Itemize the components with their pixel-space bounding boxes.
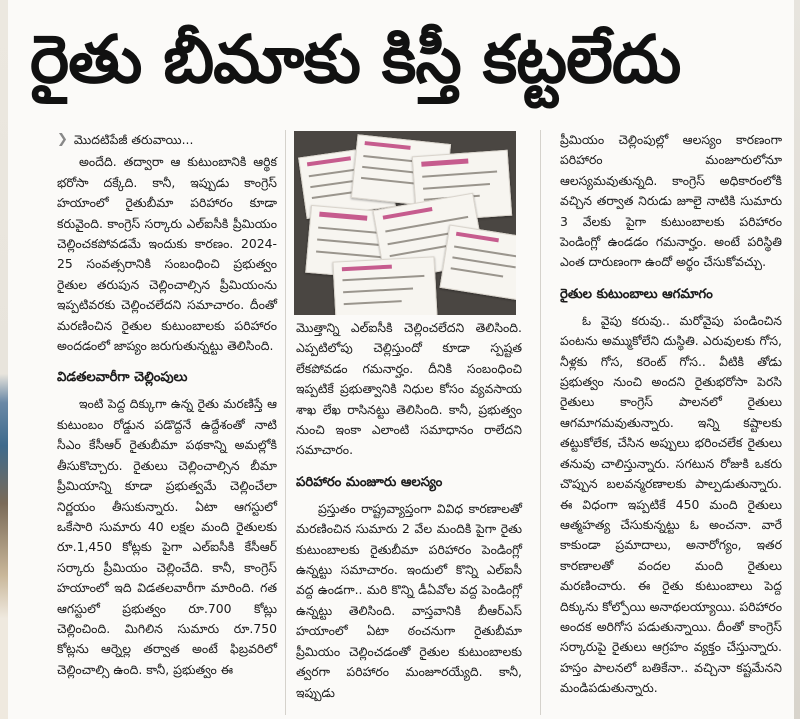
adjacent-page-strip-left [0, 0, 8, 719]
kicker-text: మొదటిపేజీ తరువాయి... [73, 132, 194, 147]
column-divider [285, 130, 286, 715]
article-photo [294, 131, 516, 315]
column-divider [540, 130, 541, 715]
paragraph: ఓ వైపు కరువు.. మరోవైపు పండించిన పంటను అమ్ముకోలేని దుస్థితి. ఎరువులకు గోస, నీళ్లకు గోస, కరెంట్ గోస.. వీటికి తోడు ప్రభుత్వం నుంచి అందని రైతుభరోసా పెరసి రైతులు కాంగ్రెస్ పాలనలో రైతులు ఆగమాగమవుతున్నారు. ఇన్ని కష్టాలకు తట్టుకోలేక, చేసిన అప్పులు భరించలేక రైతులు తనువు చాలిస్తున్నారు. సగటున రోజుకి ఒకరు చొప్పున బలవన్మరణాలకు పాల్పడుతున్నారు. ఈ విధంగా ఇప్పటికే 450 మంది రైతులు ఆత్మహత్య చేసుకున్నట్టు ఓ అంచనా. వారే కాకుండా ప్రమాదాలు, అనారోగ్యం, ఇతర కారణాలతో వందల మంది రైతులు మరణించారు. ఈ రైతు కుటుంబాలు పెద్ద దిక్కును కోల్పోయి అనాథలయ్యాయి. పరిహారం అందక అరిగోస పడుతున్నాయి. దీంతో కాంగ్రెస్ సర్కారుపై రైతులు ఆగ్రహం వ్యక్తం చేస్తున్నారు. హస్తం పాలనలో బతికేనా.. వచ్చినా కష్టమేనని మండిపడుతున్నారు. [560, 312, 782, 696]
chevron-right-icon: ❯ [57, 132, 68, 147]
document-sheet [440, 225, 516, 302]
adjacent-page-strip-right [794, 0, 800, 719]
paragraph: ప్రస్తుతం రాష్ట్రవ్యాప్తంగా వివిధ కారణాలతో మరణించిన సుమారు 2 వేల మందికి పైగా రైతు కుటుంబాలకు రైతుబీమా పరిహారం పెండింగ్లో ఉన్నట్టు సమాచారం. ఇందులో కొన్ని ఎల్ఐసీ వద్ద ఉండగా.. మరి కొన్ని డీఏవోల వద్ద పెండింగ్లో ఉన్నట్టు తెలిసింది. వాస్తవానికి బీఆర్ఎస్ హయాంలో ఏటా ఠంచనుగా రైతుబీమా ప్రీమియం చెల్లించడంతో రైతుల కుటుంబాలకు త్వరగా పరిహారం మంజూరయ్యేది. కానీ, ఇప్పుడు [296, 500, 522, 700]
paragraph: ప్రీమియం చెల్లింపుల్లో ఆలస్యం కారణంగా పరిహారం మంజూరులోనూ ఆలస్యమవుతున్నది. కాంగ్రెస్ అధికారంలోకి వచ్చిన తర్వాత నిరుడు జూలై నాటికి సుమారు 3 వేలకు పైగా కుటుంబాలకు పరిహారం పెండింగ్లో ఉండడం గమనార్హం. అంటే పరిస్థితి ఎంత దారుణంగా ఉందో అర్థం చేసుకోవచ్చు. [560, 132, 782, 270]
page-headline: రైతు బీమాకు కిస్తీ కట్టలేదు [30, 21, 681, 98]
paragraph: ఇంటి పెద్ద దిక్కుగా ఉన్న రైతు మరణిస్తే ఆ కుటుంబం రోడ్డున పడొద్దనే ఉద్దేశంతో నాటి సీఎం కేసీఆర్ రైతుబీమా పథకాన్ని అమల్లోకి తీసుకొచ్చారు. రైతులు చెల్లించాల్సిన బీమా ప్రీమియాన్ని కూడా ప్రభుత్వమే చెల్లించేలా నిర్ణయం తీసుకున్నారు. ఏటా ఆగస్టులో ఒకేసారి సుమారు 40 లక్షల మంది రైతులకు రూ.1,450 కోట్లకు పైగా ఎల్ఐసీకి కేసీఆర్ సర్కారు ప్రీమియం చెల్లించేది. కానీ, కాంగ్రెస్ హయాంలో ఇది విడతలవారీగా మారింది. గత ఆగస్టులో ప్రభుత్వం రూ.700 కోట్లు చెల్లించింది. మిగిలిన సుమారు రూ.750 కోట్లను ఆర్నెల్ల తర్వాత అంటే ఫిబ్రవరిలో చెల్లించాల్సి ఉంది. కానీ, ప్రభుత్వం ఈ [57, 396, 277, 677]
section-subhead: విడతలవారీగా చెల్లింపులు [57, 370, 188, 386]
section-subhead: రైతుల కుటుంబాలు ఆగమాగం [560, 286, 713, 302]
article-column-3 [560, 130, 782, 699]
article-column-2 [296, 318, 522, 703]
document-sheet [332, 256, 437, 315]
section-subhead: పరిహారం మంజూరు ఆలస్యం [296, 474, 443, 490]
paragraph: అందేది. తద్వారా ఆ కుటుంబానికి ఆర్థిక భరోసా దక్కేది. కానీ, ఇప్పుడు కాంగ్రెస్ హయాంలో రైతుబీమా పరిహారం కూడా కరువైంది. కాంగ్రెస్ సర్కారు ఎల్ఐసీకి ప్రీమియం చెల్లించకపోవడమే ఇందుకు కారణం. 2024-25 సంవత్సరానికి సంబంధించి ప్రభుత్వం రైతుల తరుపున చెల్లించాల్సిన ప్రీమియంను ఇప్పటివరకు చెల్లించలేదని సమాచారం. దీంతో మరణించిన రైతుల కుటుంబాలకు పరిహారం అందడంలో జాప్యం జరుగుతున్నట్టు తెలిసింది. [57, 154, 277, 354]
continuation-kicker [57, 130, 277, 150]
article-column-1 [57, 130, 277, 680]
paragraph: మొత్తాన్ని ఎల్ఐసీకి చెల్లించలేదని తెలిసింది. ఎప్పటిలోపు చెల్లిస్తుందో కూడా స్పష్టత లేకపోవడం గమనార్హం. దీనికి సంబంధించి ఇప్పటికే ప్రభుత్వానికి నిధుల కోసం వ్యవసాయ శాఖ లేఖ రాసినట్టు తెలిసింది. కానీ, ప్రభుత్వం నుంచి ఇంకా ఎలాంటి సమాధానం రాలేదని సమాచారం. [296, 320, 522, 458]
